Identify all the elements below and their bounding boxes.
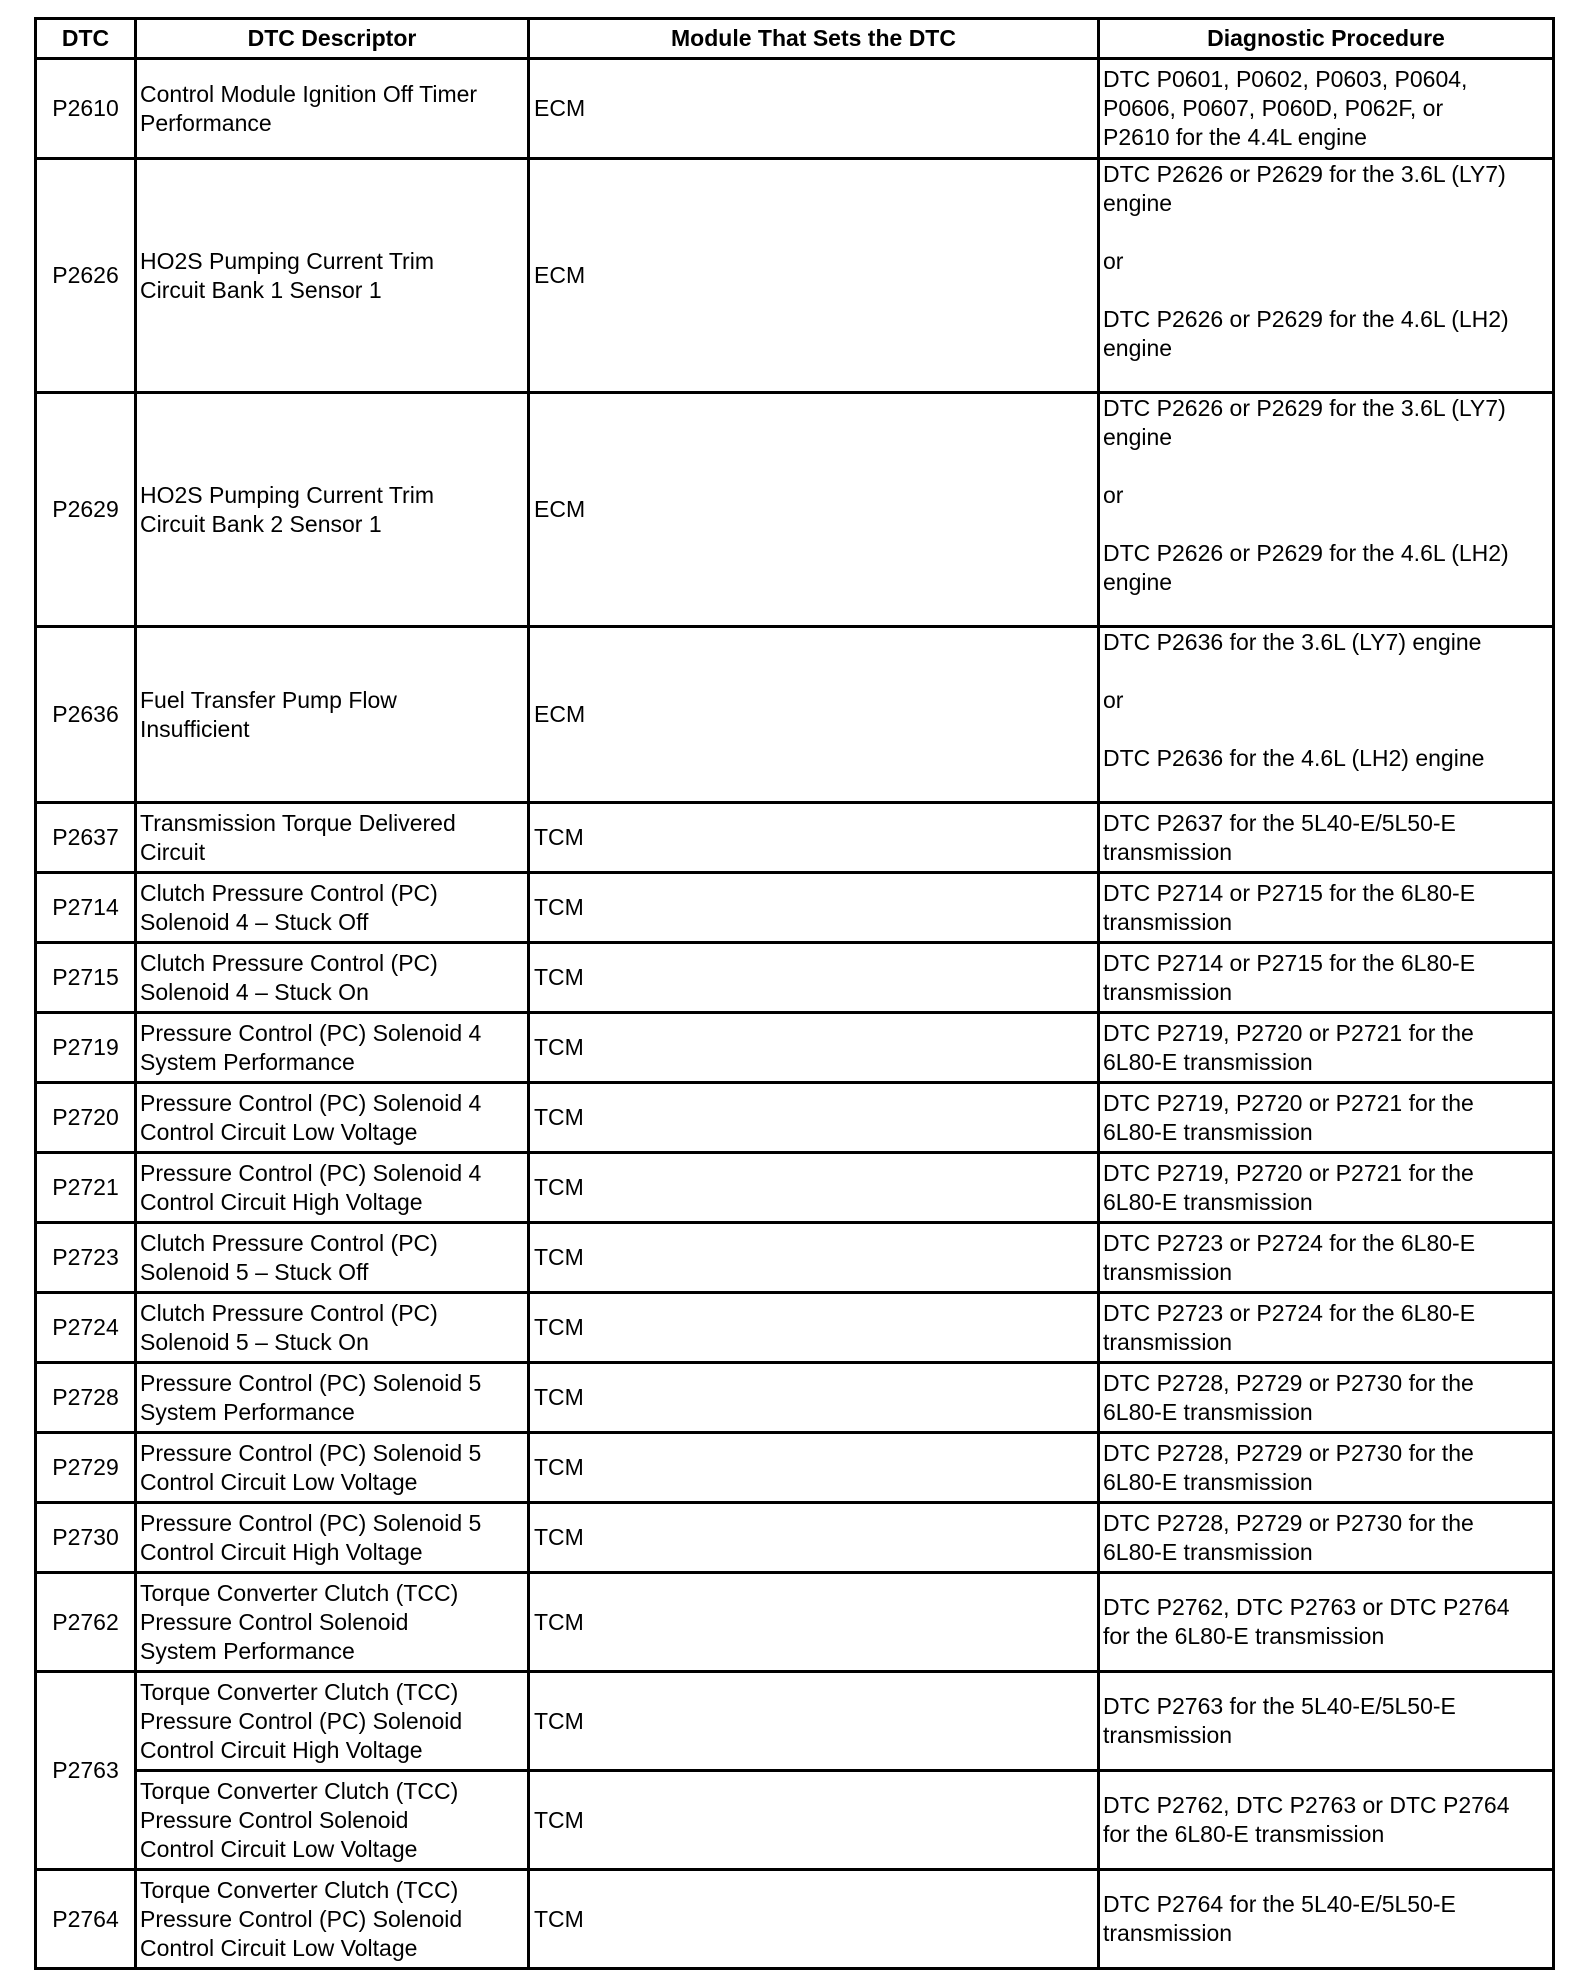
- dtc-code: P2629: [36, 393, 136, 627]
- dtc-code: P2610: [36, 59, 136, 159]
- table-row: [36, 943, 1554, 1013]
- dtc-descriptor: Pressure Control (PC) Solenoid 4 System Performance: [136, 1013, 529, 1083]
- dtc-module: TCM: [529, 1573, 1099, 1672]
- table-row: [36, 627, 1554, 803]
- dtc-procedure: DTC P2762, DTC P2763 or DTC P2764 for the 6L80-E transmission: [1099, 1573, 1554, 1672]
- dtc-procedure: DTC P2728, P2729 or P2730 for the 6L80-E transmission: [1099, 1363, 1554, 1433]
- table-row: [36, 873, 1554, 943]
- dtc-code: P2730: [36, 1503, 136, 1573]
- dtc-descriptor: Torque Converter Clutch (TCC) Pressure Control (PC) Solenoid Control Circuit Low Voltage: [136, 1870, 529, 1969]
- dtc-module: TCM: [529, 1083, 1099, 1153]
- table-row: [36, 1771, 1554, 1870]
- dtc-code: P2723: [36, 1223, 136, 1293]
- dtc-procedure: DTC P2723 or P2724 for the 6L80-E transmission: [1099, 1223, 1554, 1293]
- dtc-module: ECM: [529, 159, 1099, 393]
- dtc-descriptor: Clutch Pressure Control (PC) Solenoid 5 – Stuck Off: [136, 1223, 529, 1293]
- dtc-code: P2762: [36, 1573, 136, 1672]
- dtc-descriptor: Clutch Pressure Control (PC) Solenoid 5 – Stuck On: [136, 1293, 529, 1363]
- dtc-procedure: DTC P2763 for the 5L40-E/5L50-E transmission: [1099, 1672, 1554, 1771]
- dtc-descriptor: Torque Converter Clutch (TCC) Pressure Control Solenoid System Performance: [136, 1573, 529, 1672]
- dtc-module: TCM: [529, 1771, 1099, 1870]
- dtc-descriptor: Pressure Control (PC) Solenoid 4 Control Circuit High Voltage: [136, 1153, 529, 1223]
- dtc-descriptor: Pressure Control (PC) Solenoid 5 Control Circuit High Voltage: [136, 1503, 529, 1573]
- table-row: [36, 1672, 1554, 1771]
- dtc-procedure: DTC P2714 or P2715 for the 6L80-E transmission: [1099, 873, 1554, 943]
- dtc-procedure: DTC P2636 for the 3.6L (LY7) engine or DTC P2636 for the 4.6L (LH2) engine: [1099, 627, 1554, 803]
- table-row: [36, 159, 1554, 393]
- table-row: [36, 59, 1554, 159]
- dtc-procedure: DTC P2626 or P2629 for the 3.6L (LY7) engine or DTC P2626 or P2629 for the 4.6L (LH2) engine: [1099, 393, 1554, 627]
- dtc-module: TCM: [529, 1013, 1099, 1083]
- dtc-module: TCM: [529, 1363, 1099, 1433]
- dtc-procedure: DTC P2762, DTC P2763 or DTC P2764 for the 6L80-E transmission: [1099, 1771, 1554, 1870]
- dtc-descriptor: Fuel Transfer Pump Flow Insufficient: [136, 627, 529, 803]
- dtc-code: P2764: [36, 1870, 136, 1969]
- dtc-module: ECM: [529, 59, 1099, 159]
- table-row: [36, 393, 1554, 627]
- dtc-code: P2719: [36, 1013, 136, 1083]
- table-row: [36, 1363, 1554, 1433]
- dtc-procedure: DTC P2714 or P2715 for the 6L80-E transmission: [1099, 943, 1554, 1013]
- dtc-descriptor: Clutch Pressure Control (PC) Solenoid 4 – Stuck Off: [136, 873, 529, 943]
- header-dtc: DTC: [36, 19, 136, 59]
- dtc-module: TCM: [529, 873, 1099, 943]
- dtc-descriptor: Transmission Torque Delivered Circuit: [136, 803, 529, 873]
- table-row: [36, 1870, 1554, 1969]
- dtc-code: P2714: [36, 873, 136, 943]
- dtc-module: TCM: [529, 803, 1099, 873]
- dtc-code: P2720: [36, 1083, 136, 1153]
- dtc-descriptor: Pressure Control (PC) Solenoid 5 System Performance: [136, 1363, 529, 1433]
- dtc-module: TCM: [529, 1672, 1099, 1771]
- dtc-code: P2763: [36, 1672, 136, 1870]
- dtc-module: TCM: [529, 1503, 1099, 1573]
- table-row: [36, 1153, 1554, 1223]
- dtc-code: P2728: [36, 1363, 136, 1433]
- dtc-procedure: DTC P2719, P2720 or P2721 for the 6L80-E transmission: [1099, 1013, 1554, 1083]
- header-descriptor: DTC Descriptor: [136, 19, 529, 59]
- dtc-procedure: DTC P2626 or P2629 for the 3.6L (LY7) engine or DTC P2626 or P2629 for the 4.6L (LH2) engine: [1099, 159, 1554, 393]
- header-row: [36, 19, 1554, 59]
- header-module: Module That Sets the DTC: [529, 19, 1099, 59]
- dtc-descriptor: HO2S Pumping Current Trim Circuit Bank 1 Sensor 1: [136, 159, 529, 393]
- dtc-code: P2636: [36, 627, 136, 803]
- table-row: [36, 1503, 1554, 1573]
- dtc-procedure: DTC P2719, P2720 or P2721 for the 6L80-E transmission: [1099, 1083, 1554, 1153]
- dtc-descriptor: Torque Converter Clutch (TCC) Pressure Control (PC) Solenoid Control Circuit High Voltage: [136, 1672, 529, 1771]
- table-row: [36, 1573, 1554, 1672]
- dtc-module: TCM: [529, 1870, 1099, 1969]
- dtc-module: TCM: [529, 1153, 1099, 1223]
- table-row: [36, 803, 1554, 873]
- dtc-code: P2626: [36, 159, 136, 393]
- dtc-module: TCM: [529, 1223, 1099, 1293]
- dtc-descriptor: Pressure Control (PC) Solenoid 4 Control Circuit Low Voltage: [136, 1083, 529, 1153]
- dtc-procedure: DTC P2728, P2729 or P2730 for the 6L80-E transmission: [1099, 1503, 1554, 1573]
- dtc-descriptor: Torque Converter Clutch (TCC) Pressure Control Solenoid Control Circuit Low Voltage: [136, 1771, 529, 1870]
- dtc-code: P2637: [36, 803, 136, 873]
- dtc-module: TCM: [529, 943, 1099, 1013]
- dtc-procedure: DTC P2637 for the 5L40-E/5L50-E transmission: [1099, 803, 1554, 873]
- table-row: [36, 1223, 1554, 1293]
- dtc-code: P2729: [36, 1433, 136, 1503]
- table-row: [36, 1013, 1554, 1083]
- table-row: [36, 1083, 1554, 1153]
- dtc-code: P2715: [36, 943, 136, 1013]
- dtc-procedure: DTC P2723 or P2724 for the 6L80-E transmission: [1099, 1293, 1554, 1363]
- dtc-module: TCM: [529, 1293, 1099, 1363]
- header-procedure: Diagnostic Procedure: [1099, 19, 1554, 59]
- table-row: [36, 1293, 1554, 1363]
- dtc-descriptor: Control Module Ignition Off Timer Performance: [136, 59, 529, 159]
- table-row: [36, 1433, 1554, 1503]
- dtc-module: ECM: [529, 393, 1099, 627]
- dtc-table: [34, 17, 1555, 1970]
- dtc-procedure: DTC P0601, P0602, P0603, P0604, P0606, P0607, P060D, P062F, or P2610 for the 4.4L engine: [1099, 59, 1554, 159]
- dtc-procedure: DTC P2719, P2720 or P2721 for the 6L80-E transmission: [1099, 1153, 1554, 1223]
- dtc-descriptor: HO2S Pumping Current Trim Circuit Bank 2 Sensor 1: [136, 393, 529, 627]
- dtc-descriptor: Clutch Pressure Control (PC) Solenoid 4 – Stuck On: [136, 943, 529, 1013]
- dtc-module: TCM: [529, 1433, 1099, 1503]
- dtc-procedure: DTC P2764 for the 5L40-E/5L50-E transmission: [1099, 1870, 1554, 1969]
- dtc-descriptor: Pressure Control (PC) Solenoid 5 Control Circuit Low Voltage: [136, 1433, 529, 1503]
- dtc-code: P2724: [36, 1293, 136, 1363]
- dtc-module: ECM: [529, 627, 1099, 803]
- dtc-procedure: DTC P2728, P2729 or P2730 for the 6L80-E transmission: [1099, 1433, 1554, 1503]
- dtc-code: P2721: [36, 1153, 136, 1223]
